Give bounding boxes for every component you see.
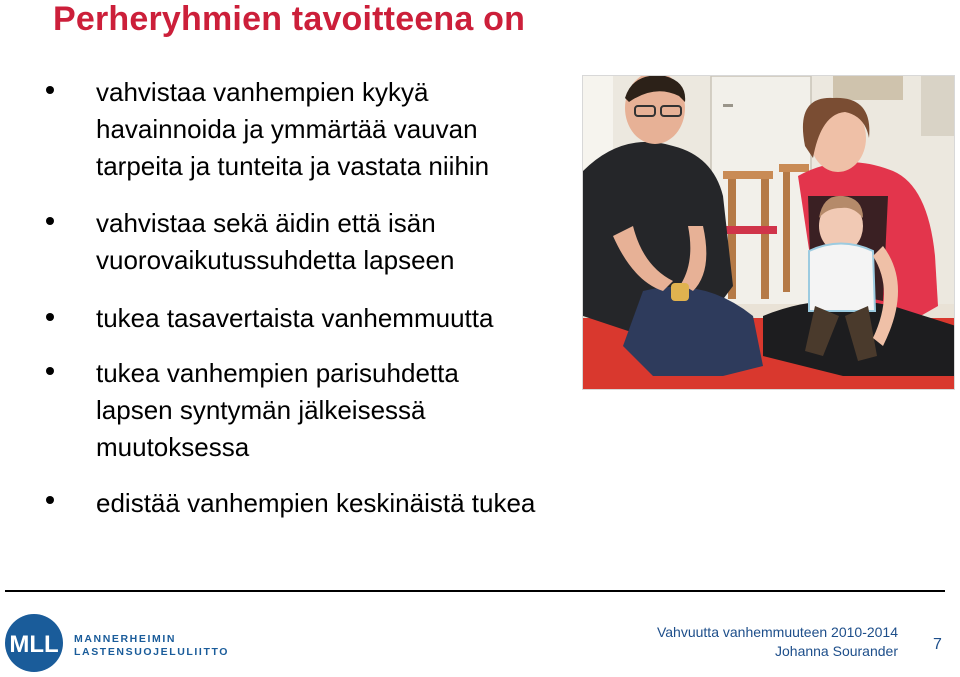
bullet-item: tukea vanhempien parisuhdetta lapsen syntymän jälkeisessä muutoksessa [96,358,459,462]
bullet-item: edistää vanhempien keskinäistä tukea [96,488,536,518]
page-title: Perheryhmien tavoitteena on [53,0,526,38]
bullet-marker [46,313,54,321]
family-photo [582,75,955,390]
bullet-list [0,0,600,540]
footer-author: Johanna Sourander [775,643,898,659]
logo-name-line-2: LASTENSUOJELULIITTO [74,646,230,658]
logo-abbreviation: MLL [9,631,59,658]
bullet-marker [46,496,54,504]
bullet-marker [46,86,54,94]
page-number: 7 [933,636,942,653]
bullet-item: tukea tasavertaista vanhemmuutta [96,303,494,333]
bullet-marker [46,217,54,225]
footer-divider [5,590,945,592]
family-photo-illustration [583,76,955,390]
bullet-marker [46,367,54,375]
logo-name-line-1: MANNERHEIMIN [74,633,177,645]
bullet-item: vahvistaa vanhempien kykyä havainnoida ja ymmärtää vauvan tarpeita ja tunteita ja vastata niihin [96,77,490,181]
organization-logo [4,613,230,673]
bullet-item: vahvistaa sekä äidin että isän vuorovaikutussuhdetta lapseen [96,208,455,275]
footer-project: Vahvuutta vanhemmuuteen 2010-2014 [656,624,898,640]
mll-logo-icon [4,613,68,673]
